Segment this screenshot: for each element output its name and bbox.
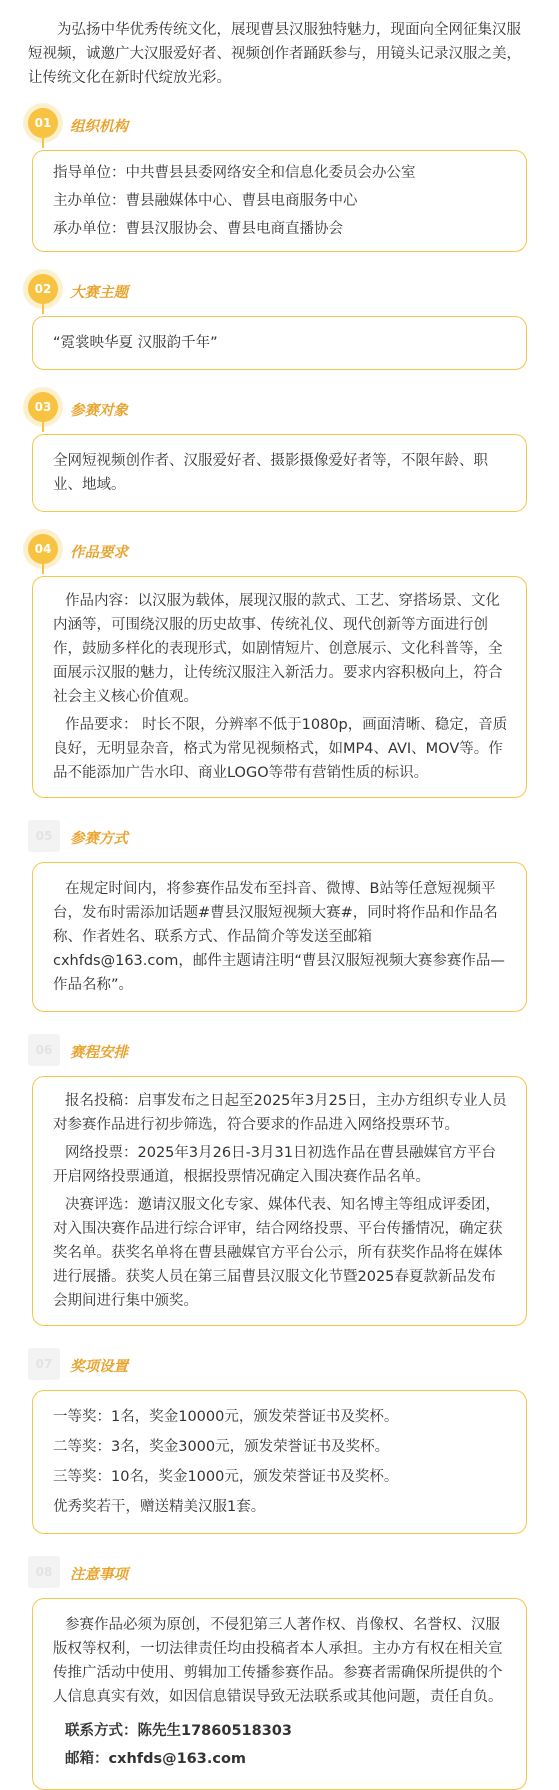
intro-paragraph: 为弘扬中华优秀传统文化，展现曹县汉服独特魅力，现面向全网征集汉服短视频，诚邀广大汉服爱好者、视频创作者踊跃参与，用镜头记录汉服之美，让传统文化在新时代绽放光彩。: [28, 22, 521, 86]
award-excellence: 优秀奖若干，赠送精美汉服1套。: [53, 1499, 266, 1515]
schedule-registration: 报名投稿：启事发布之日起至2025年3月25日，主办方组织专业人员对参赛作品进行初步筛选，符合要求的作品进入网络投票环节。: [53, 1093, 507, 1133]
connector-line: [42, 304, 44, 314]
section-box: [32, 434, 527, 512]
section-header: [28, 1034, 559, 1072]
section-participation-method: [0, 820, 559, 1012]
line-host-unit: 主办单位：曹县融媒体中心、曹县电商服务中心: [53, 193, 358, 209]
section-number-badge: 08: [28, 1556, 60, 1588]
section-box: [32, 150, 527, 252]
schedule-final-judging: 决赛评选：邀请汉服文化专家、媒体代表、知名博主等组成评委团，对入围决赛作品进行综合评审，结合网络投票、平台传播情况，确定获奖名单。获奖名单将在曹县融媒官方平台公示，所有获奖作品将在媒体进行展播。获奖人员在第三届曹县汉服文化节暨2025春夏款新品发布会期间进行集中颁奖。: [53, 1197, 503, 1309]
line-guide-unit: 指导单位：中共曹县县委网络安全和信息化委员会办公室: [53, 165, 416, 181]
participants-text: 全网短视频创作者、汉服爱好者、摄影摄像爱好者等，不限年龄、职业、地域。: [53, 453, 488, 493]
contact-email[interactable]: 邮箱：cxhfds@163.com: [65, 1751, 247, 1767]
section-title: 大赛主题: [70, 285, 128, 301]
section-number-badge: 04: [28, 534, 58, 564]
theme-text: “霓裳映华夏 汉服韵千年”: [53, 335, 218, 351]
section-title: 作品要求: [70, 545, 128, 561]
section-box: [32, 1390, 527, 1534]
section-theme: [0, 274, 559, 370]
section-title: 组织机构: [70, 119, 128, 135]
section-title: 奖项设置: [70, 1359, 128, 1375]
section-box: [32, 1598, 527, 1790]
section-title: 赛程安排: [70, 1045, 128, 1061]
schedule-online-vote: 网络投票：2025年3月26日-3月31日初选作品在曹县融媒官方平台开启网络投票通道，根据投票情况确定入围决赛作品名单。: [53, 1145, 496, 1185]
section-header: [28, 534, 559, 572]
section-header: [28, 108, 559, 146]
section-number-badge: 07: [28, 1348, 60, 1380]
section-title: 注意事项: [70, 1567, 128, 1583]
connector-line: [42, 138, 44, 148]
work-spec-paragraph: 作品要求： 时长不限，分辨率不低于1080p，画面清晰、稳定，音质良好，无明显杂音，格式为常见视频格式，如MP4、AVI、MOV等。作品不能添加广告水印、商业LOGO等带有营销性质的标识。: [53, 717, 508, 781]
section-participants: [0, 392, 559, 512]
section-header: [28, 274, 559, 312]
section-header: [28, 392, 559, 430]
section-number-badge: 01: [28, 108, 58, 138]
section-number-badge: 02: [28, 274, 58, 304]
section-box: [32, 316, 527, 370]
section-header: [28, 1556, 559, 1594]
section-title: 参赛方式: [70, 831, 128, 847]
section-number-badge: 05: [28, 820, 60, 852]
award-first: 一等奖：1名，奖金10000元，颁发荣誉证书及奖杯。: [53, 1409, 399, 1425]
section-box: [32, 862, 527, 1012]
section-awards: [0, 1348, 559, 1534]
notes-paragraph: 参赛作品必须为原创，不侵犯第三人著作权、肖像权、名誉权、汉服版权等权利，一切法律责任均由投稿者本人承担。主办方有权在相关宣传推广活动中使用、剪辑加工传播参赛作品。参赛者需确保所提供的个人信息真实有效，如因信息错误导致无法联系或其他问题，责任自负。: [53, 1617, 503, 1705]
work-content-paragraph: 作品内容：以汉服为载体，展现汉服的款式、工艺、穿搭场景、文化内涵等，可围绕汉服的历史故事、传统礼仪、现代创新等方面进行创作，鼓励多样化的表现形式，如剧情短片、创意展示、文化科普等，全面展示汉服的魅力，让传统汉服注入新活力。要求内容积极向上，符合社会主义核心价值观。: [53, 593, 503, 705]
contact-phone: 联系方式：陈先生17860518303: [65, 1723, 292, 1739]
award-third: 三等奖：10名，奖金1000元，颁发荣誉证书及奖杯。: [53, 1469, 399, 1485]
section-box: [32, 576, 527, 798]
connector-line: [42, 422, 44, 432]
section-notes: [0, 1556, 559, 1790]
section-schedule: [0, 1034, 559, 1326]
line-organizer-unit: 承办单位：曹县汉服协会、曹县电商直播协会: [53, 221, 343, 237]
section-number-badge: 06: [28, 1034, 60, 1066]
section-header: [28, 820, 559, 858]
section-organization: [0, 108, 559, 252]
connector-line: [42, 564, 44, 574]
method-paragraph: 在规定时间内，将参赛作品发布至抖音、微博、B站等任意短视频平台，发布时需添加话题#曹县汉服短视频大赛#，同时将作品和作品名称、作者姓名、联系方式、作品简介等发送至邮箱cxhfds@163.com，邮件主题请注明“曹县汉服短视频大赛参赛作品—作品名称”。: [53, 881, 505, 993]
section-number-badge: 03: [28, 392, 58, 422]
section-header: [28, 1348, 559, 1386]
award-second: 二等奖：3名，奖金3000元，颁发荣誉证书及奖杯。: [53, 1439, 390, 1455]
section-work-requirements: [0, 534, 559, 798]
section-title: 参赛对象: [70, 403, 128, 419]
section-box: [32, 1076, 527, 1326]
